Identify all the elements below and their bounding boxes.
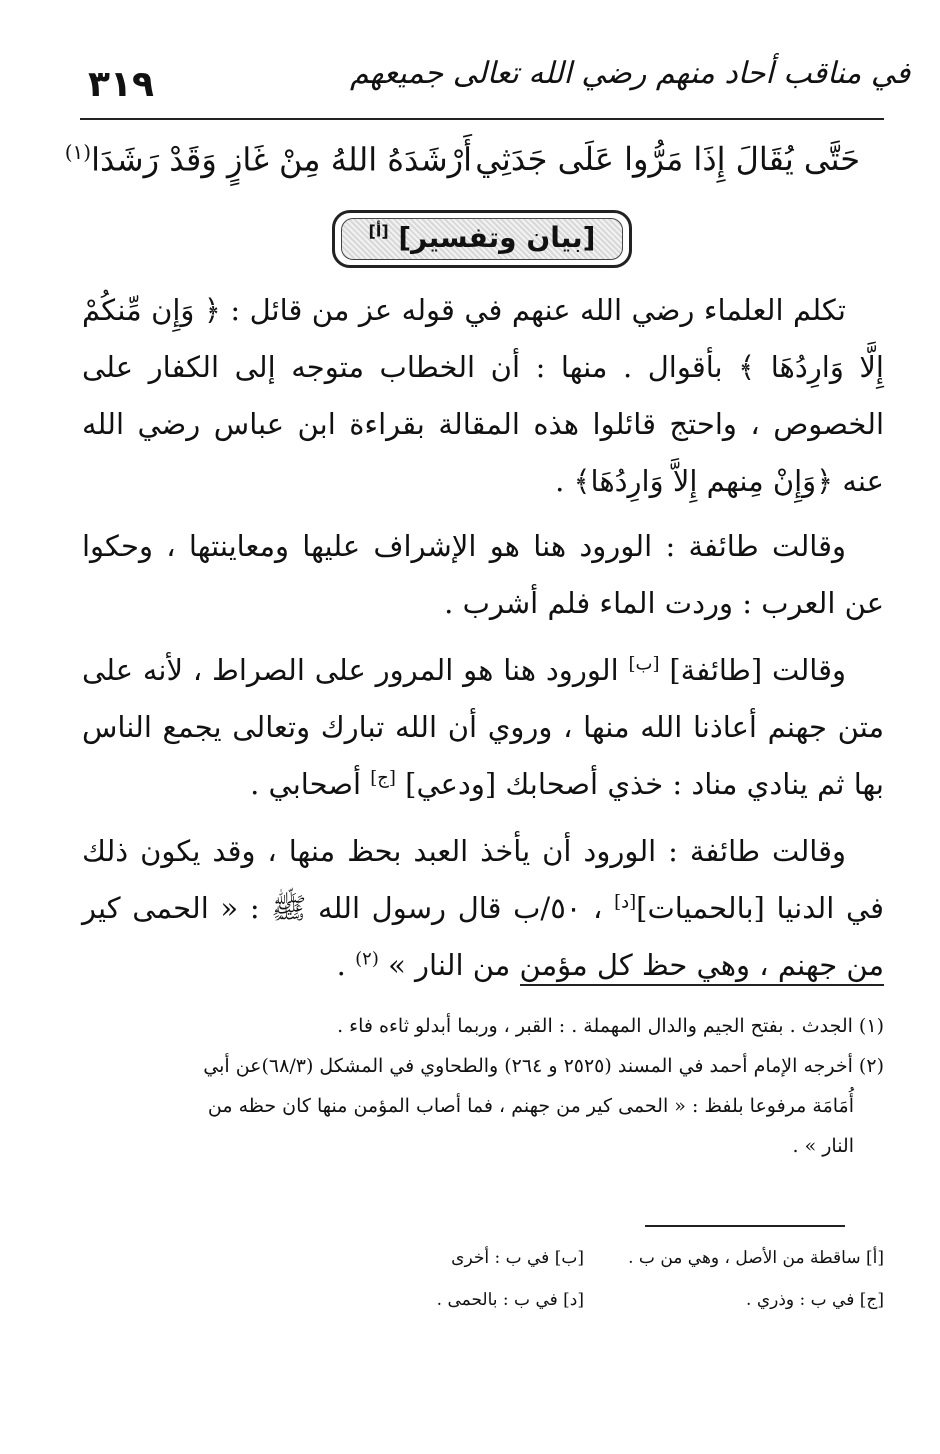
- variant-mark-b: [ب]: [628, 653, 660, 675]
- footnotes: [82, 1008, 884, 1168]
- p3-text-c: أصحابي .: [250, 767, 362, 801]
- footnote-2-line-3: النار » .: [792, 1135, 854, 1157]
- page-number: ٣١٩: [88, 64, 154, 105]
- footnote-1: (١) الجدث . بفتح الجيم والدال المهملة . : القبر ، وربما أبدلو ثاءه فاء .: [337, 1015, 884, 1037]
- variant-mark-d: [د]: [614, 891, 637, 913]
- footnote-rule: [520, 984, 884, 986]
- manuscript-variants: [360, 1248, 884, 1332]
- variants-rule: [645, 1225, 845, 1227]
- section-heading-box: [332, 210, 632, 268]
- section-heading: [335, 221, 629, 254]
- variant-d: [د] في ب : بالحمى .: [436, 1290, 584, 1310]
- footnote-2-line-1: (٢) أخرجه الإمام أحمد في المسند (٢٥٢٥ و ٢٦٤) والطحاوي في المشكل (٦٨/٣)عن أبي: [203, 1055, 884, 1077]
- header-rule: [80, 118, 884, 120]
- heading-label: [بيان وتفسير]: [398, 221, 596, 254]
- paragraph-3: [82, 642, 884, 813]
- variant-c: [ج] في ب : وذري .: [746, 1290, 884, 1310]
- footnote-ref-1: (١): [64, 140, 92, 164]
- verse-right-text: حَتَّى يُقَالَ إِذَا مَرُّوا عَلَى جَدَثِي: [475, 140, 860, 178]
- running-title: في مناقب أحاد منهم رضي الله تعالى جميعهم: [350, 56, 911, 91]
- p4-text-a: وقالت طائفة : الورود أن يأخذ العبد بحظ منها ، وقد يكون ذلك في الدنيا [بالحميات]: [82, 834, 885, 925]
- poetry-verse: [64, 140, 860, 200]
- p4-end: .: [336, 948, 346, 982]
- heading-variant-mark: [أ]: [368, 221, 389, 241]
- footnote-ref-2: (٢): [355, 948, 379, 970]
- page-header: [80, 52, 911, 122]
- p3-text-a: وقالت [طائفة]: [669, 653, 846, 687]
- verse-left-hemistich: [65, 140, 472, 179]
- variant-a: [أ] ساقطة من الأصل ، وهي من ب .: [628, 1248, 884, 1268]
- main-text: [82, 282, 884, 1004]
- paragraph-2: وقالت طائفة : الورود هنا هو الإشراف عليها ومعاينتها ، وحكوا عن العرب : وردت الماء فلم أشرب .: [82, 529, 884, 620]
- verse-right-hemistich: [475, 140, 860, 178]
- footnote-2-line-2: أُمَامَة مرفوعا بلفظ : « الحمى كير من جهنم ، فما أصاب المؤمن منها كان حظه من: [207, 1095, 854, 1117]
- p4-text-b: ، ٥٠/ب قال رسول الله ﷺ : « الحمى كير من جهنم ، وهي حظ كل مؤمن من النار »: [82, 891, 884, 982]
- verse-left-text: أَرْشَدَهُ اللهُ مِنْ غَازٍ وَقَدْ رَشَدَا: [91, 140, 472, 179]
- paragraph-4: [82, 823, 884, 994]
- paragraph-1: تكلم العلماء رضي الله عنهم في قوله عز من قائل : ﴿ وَإِن مِّنكُمْ إِلَّا وَارِدُهَا ﴾ بأقوال . منها : أن الخطاب متوجه إلى الكفار على الخصوص ، واحتج قائلوا هذه المقالة بقراءة ابن عباس رضي الله عنه ﴿وَإِنْ مِنهم إِلاَّ وَارِدُهَا﴾ .: [82, 293, 884, 498]
- variant-mark-c: [ج]: [370, 767, 396, 789]
- variants-row-2: [360, 1290, 884, 1332]
- p3-text-b: الورود هنا هو المرور على الصراط ، لأنه على متن جهنم أعاذنا الله منها ، وروي أن الله تبارك وتعالى يجمع الناس بها ثم ينادي مناد : خذي أصحابك [ودعي]: [82, 653, 884, 801]
- variant-b: [ب] في ب : أخرى: [451, 1248, 584, 1268]
- variants-row-1: [360, 1248, 884, 1290]
